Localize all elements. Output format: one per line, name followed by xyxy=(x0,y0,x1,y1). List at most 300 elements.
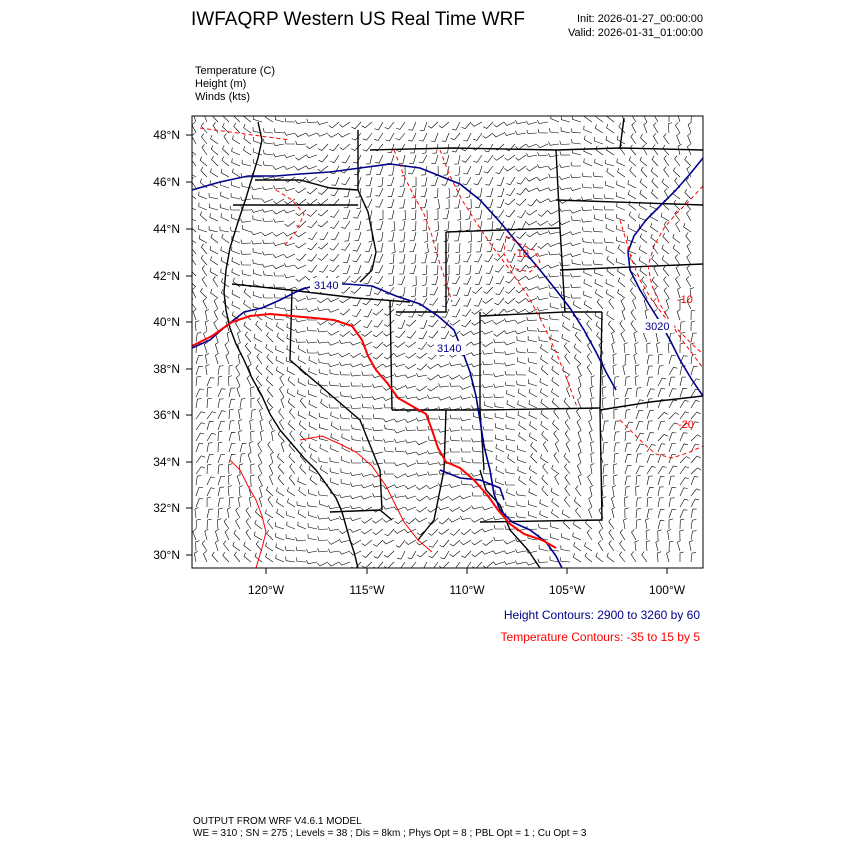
wind-barb xyxy=(529,400,537,408)
wind-barb xyxy=(218,464,223,474)
wind-barb xyxy=(548,243,559,247)
lat-tick-label: 32°N xyxy=(153,501,180,515)
wind-barb xyxy=(234,112,241,122)
wind-barb xyxy=(249,496,253,507)
wind-barb xyxy=(506,502,515,507)
wind-barb xyxy=(405,463,416,467)
wind-barb xyxy=(559,164,570,168)
wind-barb xyxy=(566,375,570,386)
wind-barb xyxy=(383,375,394,378)
wind-barb xyxy=(416,397,427,400)
wind-barb xyxy=(399,243,405,252)
wind-barb xyxy=(421,177,427,186)
wind-barb xyxy=(427,461,438,465)
wind-barb xyxy=(691,112,696,122)
wind-barb xyxy=(221,269,229,276)
wind-barb xyxy=(653,133,658,144)
wind-barb xyxy=(353,155,361,163)
wind-barb xyxy=(251,431,255,441)
wind-barb xyxy=(329,122,339,128)
wind-barb xyxy=(206,365,210,376)
wind-barb xyxy=(675,156,680,166)
wind-barb xyxy=(256,376,262,386)
wind-barb xyxy=(606,246,614,254)
wind-barb xyxy=(419,331,427,339)
wind-barb xyxy=(487,188,494,197)
wind-barb xyxy=(574,354,581,364)
wind-barb xyxy=(273,153,284,157)
wind-barb xyxy=(417,427,427,431)
wind-barb xyxy=(295,329,306,333)
wind-barb xyxy=(319,413,328,419)
wind-barb xyxy=(504,363,515,367)
wind-barb xyxy=(384,439,395,443)
wind-barb xyxy=(583,248,592,254)
temperature-legend: Temperature Contours: -35 to 15 by 5 xyxy=(500,630,700,644)
wind-barb xyxy=(644,122,647,133)
wind-barb xyxy=(276,498,284,507)
wind-barb xyxy=(497,243,504,251)
wind-barb xyxy=(224,134,229,145)
wind-barb xyxy=(277,453,284,463)
wind-barb xyxy=(253,248,262,254)
wind-barb xyxy=(244,135,251,144)
wind-barb xyxy=(384,551,394,557)
wind-barb xyxy=(375,122,383,130)
wind-barb xyxy=(343,265,350,274)
wind-barb xyxy=(613,354,617,365)
wind-barb xyxy=(232,159,240,167)
wind-barb xyxy=(373,436,383,441)
wind-barb xyxy=(604,238,614,243)
wind-barb xyxy=(576,408,581,419)
wind-barb xyxy=(573,301,581,309)
wind-barb xyxy=(517,513,527,518)
wind-barb xyxy=(550,533,559,540)
wind-barb xyxy=(493,133,504,137)
wind-barb xyxy=(516,371,526,375)
wind-barb xyxy=(526,144,537,147)
wind-barb xyxy=(473,133,482,140)
wind-barb xyxy=(463,276,471,284)
wind-barb xyxy=(438,406,449,410)
wind-barb xyxy=(636,466,644,474)
wind-barb xyxy=(607,124,614,133)
wind-barb xyxy=(507,221,515,229)
wind-barb xyxy=(257,397,262,408)
wind-barb xyxy=(307,296,318,300)
wind-barb xyxy=(675,122,680,133)
wind-barb xyxy=(384,562,394,568)
wind-barb xyxy=(227,331,231,342)
wind-barb xyxy=(405,364,416,369)
wind-barb xyxy=(654,111,658,122)
wind-barb xyxy=(663,145,669,155)
wind-barb xyxy=(296,547,306,551)
wind-barb xyxy=(352,425,361,430)
wind-barb xyxy=(476,221,482,230)
wind-barb xyxy=(309,400,317,408)
wind-barb xyxy=(416,518,427,522)
wind-barb xyxy=(552,465,559,474)
wind-barb xyxy=(331,422,339,430)
wind-barb xyxy=(528,511,537,518)
wind-barb xyxy=(419,562,427,570)
wind-barb xyxy=(340,331,350,337)
wind-barb xyxy=(266,486,273,496)
wind-barb xyxy=(202,145,207,156)
wind-barb xyxy=(212,112,218,122)
wind-barb xyxy=(342,177,351,185)
wind-barb xyxy=(570,210,581,213)
wind-barb xyxy=(394,430,405,433)
wind-barb xyxy=(196,399,201,408)
wind-barb xyxy=(200,212,207,222)
wind-barb xyxy=(450,436,460,441)
wind-barb xyxy=(662,179,669,188)
wind-barb xyxy=(351,459,361,463)
wind-barb xyxy=(399,221,405,230)
wind-barb xyxy=(493,373,504,377)
wind-barb xyxy=(340,426,350,430)
wind-barb xyxy=(550,523,559,530)
wind-barb xyxy=(576,486,581,496)
wind-barb xyxy=(276,543,284,551)
wind-barb xyxy=(564,453,570,463)
wind-barb xyxy=(438,496,449,500)
wind-barb xyxy=(438,375,449,378)
wind-barb xyxy=(527,166,538,171)
wind-barb xyxy=(376,166,383,175)
wind-barb xyxy=(218,366,223,375)
wind-barb xyxy=(680,332,685,342)
wind-barb xyxy=(496,287,505,295)
wind-barb xyxy=(439,383,450,387)
wind-barb xyxy=(561,546,570,552)
wind-barb xyxy=(542,475,548,485)
wind-barb xyxy=(328,133,339,137)
wind-barb xyxy=(207,387,211,397)
wind-barb xyxy=(507,400,515,408)
wind-barb xyxy=(285,221,295,227)
wind-barb xyxy=(365,265,372,274)
wind-barb xyxy=(543,441,548,452)
wind-barb xyxy=(595,159,603,166)
wind-barb xyxy=(475,166,482,175)
wind-barb xyxy=(529,389,537,397)
wind-barb xyxy=(394,386,405,390)
wind-barb xyxy=(453,287,460,295)
wind-barb xyxy=(641,167,647,177)
wind-barb xyxy=(399,155,405,164)
wind-barb xyxy=(199,235,207,243)
wind-barb xyxy=(296,221,306,227)
wind-barb xyxy=(685,189,691,199)
wind-barb xyxy=(473,155,482,162)
wind-barb xyxy=(260,485,263,496)
wind-barb xyxy=(554,453,559,464)
wind-barb xyxy=(496,276,504,284)
wind-barb xyxy=(506,424,515,430)
wind-barb xyxy=(464,287,471,296)
wind-barb xyxy=(574,497,581,507)
wind-barb xyxy=(691,412,700,419)
wind-barb xyxy=(691,468,701,474)
wind-barb xyxy=(657,342,661,353)
wind-barb xyxy=(339,362,350,366)
wind-barb xyxy=(412,221,416,231)
wind-barb xyxy=(330,254,339,261)
wind-barb xyxy=(461,480,471,485)
wind-barb xyxy=(281,441,284,452)
wind-barb xyxy=(318,537,328,541)
wind-barb xyxy=(285,140,295,144)
wind-barb xyxy=(209,193,218,199)
wind-barb xyxy=(213,277,218,288)
wind-barb xyxy=(396,331,406,338)
wind-barb xyxy=(264,271,274,276)
wind-barb xyxy=(306,549,317,553)
wind-barb xyxy=(571,216,581,221)
wind-barb xyxy=(429,331,438,338)
wind-barb xyxy=(251,464,255,474)
wind-barb xyxy=(299,421,306,431)
wind-barb xyxy=(284,232,295,236)
wind-barb xyxy=(274,284,284,288)
wind-barb xyxy=(271,452,274,463)
wind-barb xyxy=(351,447,361,452)
wind-barb xyxy=(680,412,689,419)
wind-barb xyxy=(516,144,527,149)
wind-barb xyxy=(571,162,581,166)
lat-tick-label: 42°N xyxy=(153,269,180,283)
wind-barb xyxy=(298,356,306,364)
wind-barb xyxy=(410,265,417,274)
wind-barb xyxy=(273,254,284,258)
wind-barb xyxy=(189,222,196,232)
wind-barb xyxy=(552,398,559,408)
wind-barb xyxy=(647,343,651,353)
wind-barb xyxy=(636,388,641,397)
wind-barb xyxy=(405,395,416,399)
wind-barb xyxy=(444,221,449,231)
wind-barb xyxy=(234,552,240,562)
wind-barb xyxy=(267,387,273,397)
wind-barb xyxy=(464,298,472,306)
wind-barb xyxy=(343,210,350,219)
wind-barb xyxy=(207,412,216,419)
wind-barb xyxy=(257,354,262,364)
wind-barb xyxy=(210,268,218,276)
wind-barb xyxy=(308,254,317,261)
wind-barb xyxy=(550,315,560,320)
wind-barb xyxy=(584,301,592,310)
wind-barb xyxy=(517,357,526,364)
wind-barb xyxy=(551,335,559,343)
wind-barb xyxy=(362,372,372,376)
wind-barb xyxy=(528,358,537,364)
wind-barb xyxy=(486,265,493,273)
wind-barb xyxy=(625,431,630,441)
wind-barb xyxy=(296,188,307,193)
wind-barb xyxy=(472,551,482,557)
wind-barb xyxy=(319,457,328,463)
wind-barb xyxy=(515,549,526,553)
wind-barb xyxy=(210,246,218,254)
wind-barb xyxy=(449,396,460,399)
wind-barb xyxy=(218,376,222,386)
wind-barb xyxy=(687,254,691,265)
wind-barb xyxy=(317,298,328,303)
wind-barb xyxy=(284,188,295,191)
wind-barb xyxy=(342,155,350,163)
wind-barb xyxy=(560,208,571,212)
wind-barb xyxy=(202,266,207,277)
wind-barb xyxy=(284,254,295,258)
wind-barb xyxy=(560,272,570,276)
wind-barb xyxy=(612,507,615,518)
wind-barb xyxy=(589,507,593,518)
wind-barb xyxy=(207,378,214,386)
wind-barb xyxy=(554,431,559,442)
wind-barb xyxy=(549,273,559,277)
wind-barb xyxy=(288,377,295,386)
wind-barb xyxy=(209,204,218,211)
wind-barb xyxy=(222,289,230,298)
wind-barb xyxy=(251,387,255,397)
wind-barb xyxy=(330,221,339,228)
wind-barb xyxy=(495,423,504,430)
wind-barb xyxy=(531,453,537,463)
wind-barb xyxy=(494,384,505,388)
wind-barb xyxy=(560,262,570,266)
wind-barb xyxy=(552,509,560,518)
wind-barb xyxy=(239,408,243,419)
wind-barb xyxy=(658,476,665,485)
wind-barb xyxy=(542,486,548,496)
wind-barb xyxy=(225,529,229,540)
wind-barb xyxy=(618,168,626,177)
wind-barb xyxy=(196,433,204,441)
wind-barb xyxy=(669,488,676,497)
wind-barb xyxy=(278,475,284,485)
wind-barb xyxy=(310,476,317,485)
wind-barb xyxy=(661,213,669,221)
wind-barb xyxy=(421,199,427,208)
wind-barb xyxy=(375,265,383,273)
wind-barb xyxy=(196,499,203,507)
wind-barb xyxy=(287,487,295,496)
wind-barb xyxy=(504,540,515,544)
wind-barb xyxy=(570,187,581,190)
wind-barb xyxy=(647,476,653,485)
wind-barb xyxy=(330,155,339,163)
wind-barb xyxy=(517,502,526,508)
wind-barb xyxy=(351,382,361,386)
wind-barb xyxy=(527,232,538,237)
wind-barb xyxy=(585,542,593,551)
wind-barb xyxy=(246,530,251,541)
wind-barb xyxy=(196,456,205,463)
wind-barb xyxy=(428,436,438,441)
wind-barb xyxy=(652,255,658,265)
wind-barb xyxy=(405,419,416,423)
wind-barb xyxy=(582,227,592,232)
wind-barb xyxy=(296,210,306,216)
wind-barb xyxy=(539,524,549,529)
wind-barb xyxy=(255,520,262,529)
wind-barb xyxy=(193,529,196,540)
wind-barb xyxy=(612,342,615,353)
wind-barb xyxy=(273,142,284,146)
wind-barb xyxy=(647,389,655,397)
wind-barb xyxy=(229,365,233,375)
wind-barb xyxy=(565,475,570,486)
wind-barb xyxy=(515,320,526,324)
wind-barb xyxy=(425,243,429,254)
wind-barb xyxy=(204,342,207,353)
wind-barb xyxy=(284,166,295,169)
wind-barb xyxy=(607,311,614,320)
wind-barb xyxy=(494,394,504,398)
wind-barb xyxy=(506,412,515,419)
wind-barb xyxy=(295,133,306,137)
wind-barb xyxy=(388,265,394,274)
wind-barb xyxy=(494,537,504,541)
wind-barb xyxy=(340,371,350,375)
wind-barb xyxy=(590,408,594,419)
wind-barb xyxy=(253,216,262,222)
wind-barb xyxy=(330,265,340,272)
wind-barb xyxy=(460,496,471,499)
wind-barb xyxy=(328,562,339,566)
wind-barb xyxy=(591,398,595,409)
wind-barb xyxy=(253,259,262,265)
wind-barb xyxy=(669,423,678,430)
wind-barb xyxy=(366,155,372,164)
wind-barb xyxy=(207,477,215,485)
wind-barb xyxy=(221,192,229,199)
wind-barb xyxy=(559,254,570,257)
wind-barb xyxy=(551,345,559,353)
wind-barb xyxy=(253,269,262,276)
wind-barb xyxy=(238,496,242,507)
wind-barb xyxy=(571,294,581,298)
wind-barb xyxy=(663,233,669,243)
wind-barb xyxy=(555,441,559,452)
wind-barb xyxy=(483,371,493,375)
wind-barb xyxy=(658,422,665,431)
wind-barb xyxy=(203,298,207,309)
wind-barb xyxy=(446,188,450,198)
wind-barb xyxy=(207,398,212,408)
wind-barb xyxy=(537,188,548,191)
wind-barb xyxy=(211,146,218,156)
wind-barb xyxy=(320,444,328,452)
wind-barb xyxy=(587,529,592,540)
wind-barb xyxy=(220,226,229,232)
wind-barb xyxy=(691,499,699,507)
wind-barb xyxy=(207,443,213,452)
wind-barb xyxy=(260,430,264,441)
wind-barb xyxy=(341,243,350,250)
wind-barb xyxy=(427,485,438,489)
wind-barb xyxy=(212,156,218,166)
wind-barb xyxy=(570,242,581,245)
wind-barb xyxy=(395,494,406,498)
wind-barb xyxy=(519,421,526,430)
wind-barb xyxy=(383,506,394,510)
